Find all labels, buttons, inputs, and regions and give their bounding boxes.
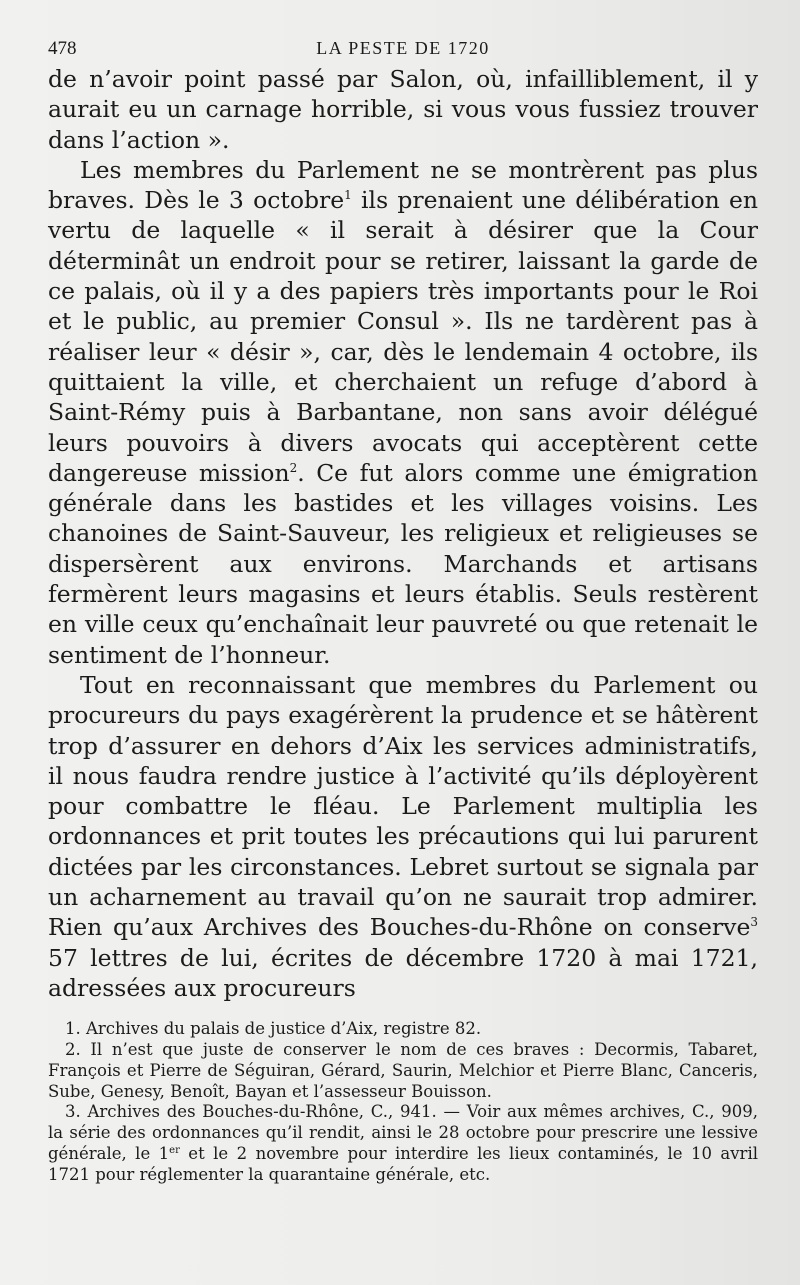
footnote-3-text-a: 3. Archives des Bouches-du-Rhône, C., 941. — Voir aux mêmes archives, C., 909, la série des ordonnances qu’il rendit, ainsi le 28 octobre pour prescrire une lessive générale, le 1	[48, 1102, 758, 1163]
paragraph-2	[48, 155, 758, 670]
footnote-ref-1: 1	[344, 188, 352, 203]
footnote-ref-2: 2	[289, 460, 298, 475]
paragraph-3-text-a: Tout en reconnaissant que membres du Parlement ou procureurs du pays exagérèrent la prudence et se hâtèrent trop d’assurer en dehors d’Aix les services administratifs, il nous faudra rendre justice à l’activité qu’ils déployèrent pour combattre le fléau. Le Parlement multiplia les ordonnances et prit toutes les précautions qui lui parurent dictées par les circonstances. Lebret surtout se signala par un acharnement au travail qu’on ne saurait trop admirer. Rien qu’aux Archives des Bouches-du-Rhône on conserve	[48, 670, 758, 942]
page-number: 478	[48, 38, 77, 59]
body-text	[48, 64, 758, 1003]
paragraph-2-text-c: . Ce fut alors comme une émigration générale dans les bastides et les villages voisins. Les chanoines de Saint-Sauveur, les religieux et religieuses se dispersèrent aux environs. Marchands et artisans fermèrent leurs magasins et leurs établis. Seuls restèrent en ville ceux qu’enchaînait leur pauvreté ou que retenait le sentiment de l’honneur.	[48, 458, 758, 669]
footnote-3	[48, 1102, 758, 1185]
footnote-ref-3: 3	[750, 915, 758, 930]
paragraph-3	[48, 670, 758, 1003]
footnote-3-superscript: er	[169, 1144, 180, 1156]
footnote-1: 1. Archives du palais de justice d’Aix, registre 82.	[65, 1019, 482, 1039]
paragraph-2-text-a: Les membres du Parlement ne se montrèrent pas plus braves. Dès le 3 octobre	[48, 155, 758, 215]
running-head	[48, 0, 758, 64]
footnote-2: 2. Il n’est que juste de conserver le nom de ces braves : Decormis, Tabaret, François et Pierre de Séguiran, Gérard, Saurin, Melchior et Pierre Blanc, Canceris, Sube, Genesy, Benoît, Bayan et l’assesseur Bouisson.	[48, 1040, 758, 1101]
footnotes	[48, 1019, 758, 1185]
paragraph-2-text-b: ils prenaient une délibération en vertu de laquelle « il serait à désirer que la Cour déterminât un endroit pour se retirer, laissant la garde de ce palais, où il y a des papiers très importants pour le Roi et le public, au premier Consul ». Ils ne tardèrent pas à réaliser leur « désir », car, dès le lendemain 4 octobre, ils quittaient la ville, et cherchaient un refuge d’abord à Saint-Rémy puis à Barbantane, non sans avoir délégué leurs pouvoirs à divers avocats qui acceptèrent cette dangereuse mission	[48, 186, 758, 487]
paragraph-3-text-b: 57 lettres de lui, écrites de décembre 1720 à mai 1721, adressées aux procureurs	[48, 943, 758, 1002]
running-title: LA PESTE DE 1720	[316, 38, 490, 58]
paragraph-1	[48, 64, 758, 155]
paragraph-1-text: de n’avoir point passé par Salon, où, infailliblement, il y aurait eu un carnage horrible, si vous vous fussiez trouver dans l’action ».	[48, 65, 758, 154]
footnote-3-text-b: et le 2 novembre pour interdire les lieux contaminés, le 10 avril 1721 pour réglementer la quarantaine générale, etc.	[48, 1143, 758, 1184]
